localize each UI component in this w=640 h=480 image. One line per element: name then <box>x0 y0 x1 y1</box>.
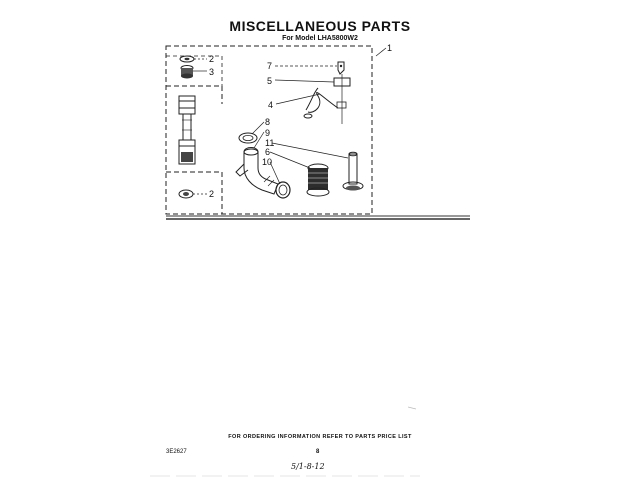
callout-11: 11 <box>265 138 275 148</box>
part-fill-hose <box>179 96 195 164</box>
model-subtitle: For Model LHA5800W2 <box>282 35 358 42</box>
part-pump-elbow <box>236 148 278 195</box>
page-title: MISCELLANEOUS PARTS <box>229 18 411 34</box>
callout-7: 7 <box>267 61 273 71</box>
part-gasket <box>239 133 257 143</box>
callout-8: 8 <box>265 117 271 127</box>
page-number: 8 <box>316 449 320 455</box>
part-spring <box>307 164 329 196</box>
callout-1: 1 <box>387 43 393 53</box>
part-wire-harness <box>304 88 338 118</box>
handwritten-note: 5/1-8-12 <box>291 462 325 471</box>
ordering-note: FOR ORDERING INFORMATION REFER TO PARTS PRICE LIST <box>228 434 412 440</box>
part-clip <box>338 62 344 74</box>
callout-2-lower: 2 <box>209 189 215 199</box>
part-washer-upper <box>180 56 194 62</box>
part-hose-clamp <box>276 182 290 198</box>
document-number: 3E2627 <box>166 449 187 455</box>
callout-2-upper: 2 <box>209 54 215 64</box>
callout-10: 10 <box>262 157 273 167</box>
part-bracket <box>334 74 350 124</box>
callout-4: 4 <box>268 100 274 110</box>
part-washer-lower <box>179 190 193 198</box>
callout-3: 3 <box>209 67 215 77</box>
part-filter-screen <box>181 66 193 79</box>
callout-6: 6 <box>265 147 271 157</box>
callout-9: 9 <box>265 128 271 138</box>
scan-mark <box>408 407 416 409</box>
callout-5: 5 <box>267 76 273 86</box>
